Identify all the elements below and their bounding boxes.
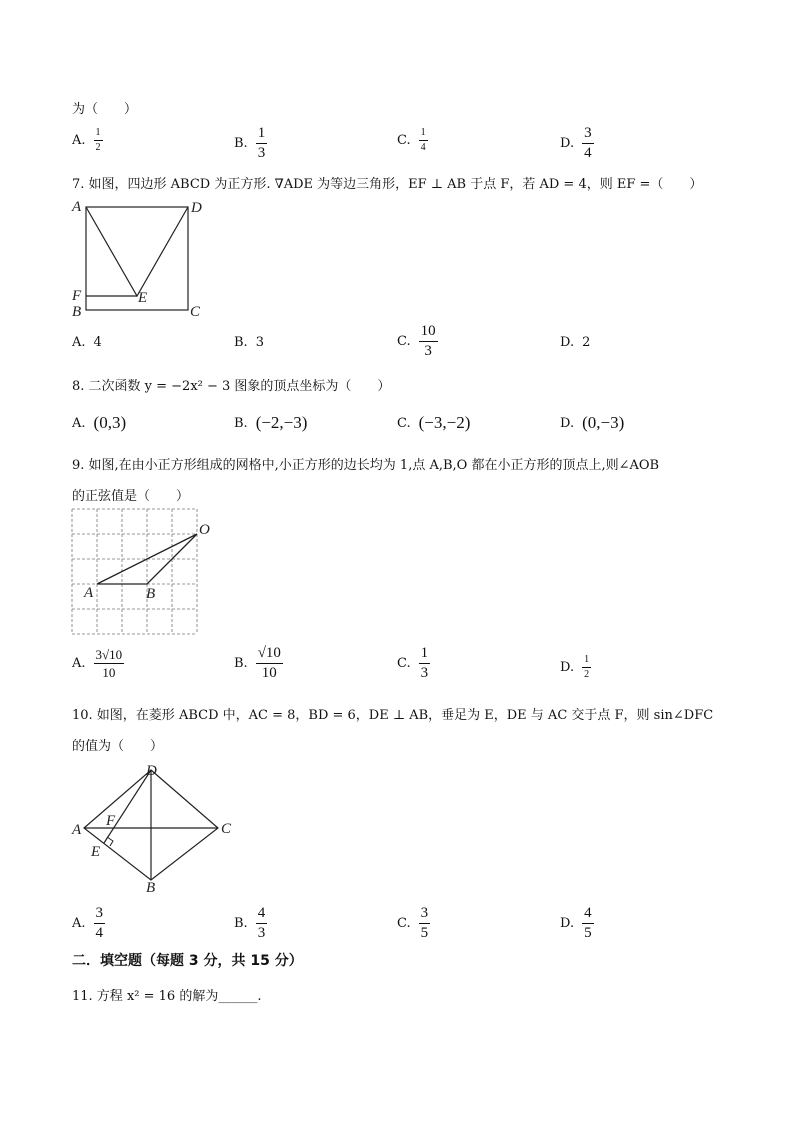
q7-label-b: B bbox=[72, 304, 82, 320]
q9-stem-line2: 的正弦值是（ ） bbox=[72, 489, 190, 504]
fraction: $\frac{3}{4}$ bbox=[584, 125, 592, 161]
q9-option-a[interactable]: A. $\frac{3√10}{10}$ bbox=[72, 647, 123, 680]
q8-stem: 8. 二次函数 y = −2x² − 3 图象的顶点坐标为（ ） bbox=[72, 379, 391, 394]
section-heading: 二．填空题（每题 3 分，共 15 分） bbox=[72, 953, 303, 969]
q10-label-e: E bbox=[91, 844, 101, 860]
fraction: $\frac{1}{2}$ bbox=[584, 654, 590, 680]
q8-option-c[interactable]: C. (−3,−2) bbox=[397, 413, 471, 432]
q6-tail: 为（ ） bbox=[72, 102, 138, 117]
q9-label-a: A bbox=[84, 585, 94, 601]
fraction: $\frac{1}{3}$ bbox=[420, 645, 429, 681]
q10-option-a[interactable]: A. $\frac{3}{4}$ bbox=[72, 905, 104, 941]
fraction: $\frac{1}{2}$ bbox=[95, 127, 101, 153]
q10-option-c[interactable]: C. $\frac{3}{5}$ bbox=[397, 905, 429, 941]
q7-option-b[interactable]: B. 3 bbox=[234, 335, 264, 350]
q10-stem-line2: 的值为（ ） bbox=[72, 739, 164, 754]
q8-option-a[interactable]: A. (0,3) bbox=[72, 413, 127, 432]
q9-stem-line1: 9. 如图,在由小正方形组成的网格中,小正方形的边长均为 1,点 A,B,O 都在小正方形的顶点上,则∠AOB bbox=[72, 458, 660, 473]
q10-stem-line1: 10. 如图，在菱形 ABCD 中，AC = 8，BD = 6，DE ⊥ AB，垂足为 E，DE 与 AC 交于点 F，则 sin∠DFC bbox=[72, 708, 714, 723]
q7-option-a[interactable]: A. 4 bbox=[72, 335, 102, 350]
q9-figure bbox=[66, 504, 226, 639]
fraction: $\frac{10}{3}$ bbox=[420, 323, 436, 359]
fraction: $\frac{4}{3}$ bbox=[257, 905, 266, 941]
fraction: $\frac{√10}{10}$ bbox=[257, 645, 281, 681]
q10-option-d[interactable]: D. $\frac{4}{5}$ bbox=[560, 905, 592, 941]
q7-option-c[interactable]: C. $\frac{10}{3}$ bbox=[397, 323, 436, 359]
q11-stem: 11. 方程 x² = 16 的解为______. bbox=[72, 989, 262, 1004]
q8-option-b[interactable]: B. (−2,−3) bbox=[234, 413, 308, 432]
q7-figure bbox=[66, 194, 216, 324]
fraction: $\frac{3}{5}$ bbox=[420, 905, 429, 941]
q9-label-b: B bbox=[146, 586, 156, 602]
fraction: $\frac{1}{3}$ bbox=[257, 125, 266, 161]
q7-label-f: F bbox=[72, 288, 82, 304]
q9-option-c[interactable]: C. $\frac{1}{3}$ bbox=[397, 645, 429, 681]
q7-stem: 7. 如图，四边形 ABCD 为正方形. ∇ADE 为等边三角形，EF ⊥ AB 于点 F，若 AD = 4，则 EF =（ ） bbox=[72, 177, 703, 192]
q6-option-d[interactable]: D. $\frac{3}{4}$ bbox=[560, 125, 592, 161]
q10-label-a: A bbox=[72, 822, 82, 838]
fraction: $\frac{3√10}{10}$ bbox=[95, 647, 123, 680]
q7-label-c: C bbox=[190, 304, 201, 320]
fraction: $\frac{1}{4}$ bbox=[420, 127, 426, 153]
q9-option-b[interactable]: B. $\frac{√10}{10}$ bbox=[234, 645, 281, 681]
q9-option-d[interactable]: D. $\frac{1}{2}$ bbox=[560, 654, 590, 680]
fraction: $\frac{4}{5}$ bbox=[584, 905, 592, 941]
q10-figure bbox=[66, 758, 246, 898]
q6-option-c[interactable]: C. $\frac{1}{4}$ bbox=[397, 127, 426, 153]
q7-label-d: D bbox=[191, 200, 202, 216]
q7-label-a: A bbox=[72, 199, 82, 215]
q10-label-b: B bbox=[146, 880, 156, 896]
q8-option-d[interactable]: D. (0,−3) bbox=[560, 413, 625, 432]
q10-label-c: C bbox=[221, 821, 232, 837]
q6-option-b[interactable]: B. $\frac{1}{3}$ bbox=[234, 125, 266, 161]
q6-option-a[interactable]: A. $\frac{1}{2}$ bbox=[72, 127, 101, 153]
q7-label-e: E bbox=[138, 290, 148, 306]
q9-label-o: O bbox=[199, 522, 210, 538]
q10-option-b[interactable]: B. $\frac{4}{3}$ bbox=[234, 905, 266, 941]
q10-label-f: F bbox=[106, 813, 116, 829]
fraction: $\frac{3}{4}$ bbox=[95, 905, 104, 941]
q7-option-d[interactable]: D. 2 bbox=[560, 335, 591, 350]
q10-label-d: D bbox=[146, 763, 157, 779]
